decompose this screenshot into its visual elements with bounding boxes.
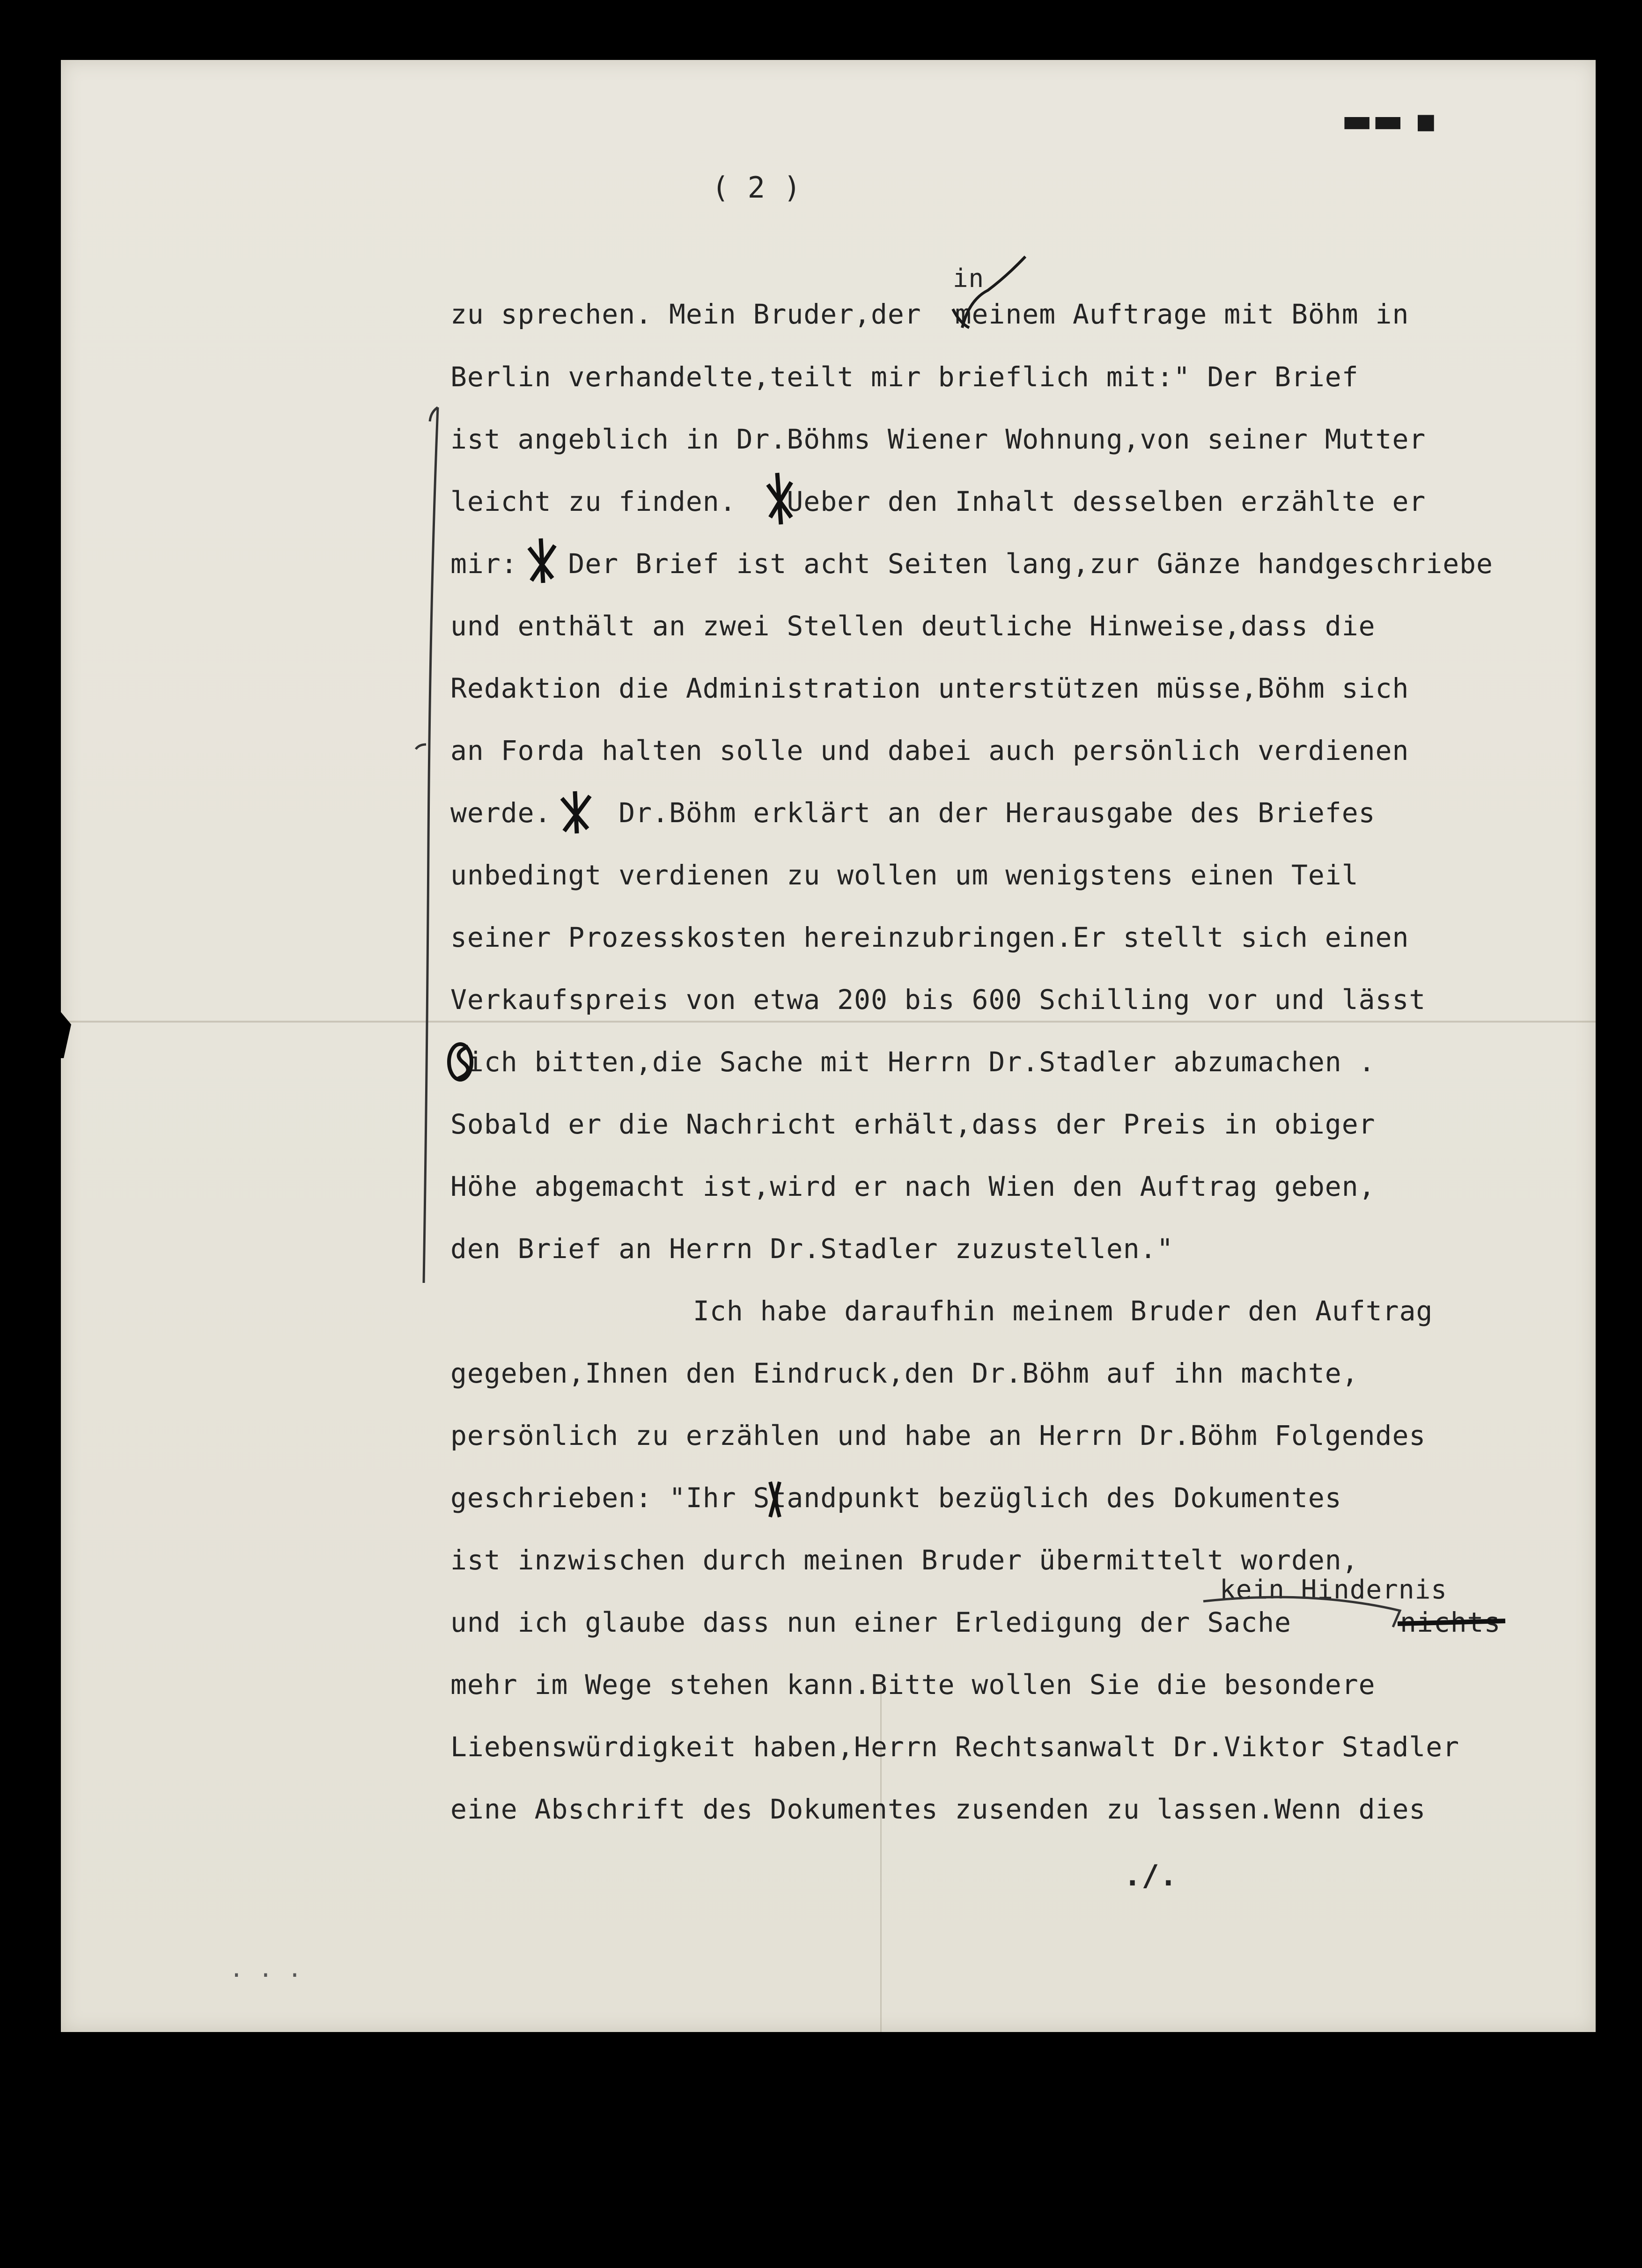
cross-mark-3 — [562, 791, 590, 833]
cross-mark-2 — [529, 538, 555, 583]
text-line-7: Redaktion die Administration unterstützen müsse,Böhm sich — [450, 672, 1409, 704]
cross-mark-1 — [768, 473, 791, 524]
text-line-17: Ich habe daraufhin meinem Bruder den Auftrag — [693, 1295, 1433, 1327]
text-line-4: leicht zu finden. Ueber den Inhalt desselben erzählte er — [450, 486, 1426, 517]
insertion-in: in — [953, 264, 985, 293]
text-line-22: und ich glaube dass nun einer Erledigung der Sache — [450, 1606, 1291, 1638]
kein-hindernis-caret — [1203, 1597, 1400, 1627]
page-number: ( 2 ) — [712, 170, 802, 205]
text-line-25: eine Abschrift des Dokumentes zusenden zu lassen.Wenn dies — [450, 1793, 1426, 1825]
margin-vertical-line — [424, 407, 438, 1283]
text-line-23: mehr im Wege stehen kann.Bitte wollen Sie die besondere — [450, 1669, 1376, 1701]
text-line-20: geschrieben: "Ihr Standpunkt bezüglich des Dokumentes — [450, 1482, 1342, 1514]
insertion-caret — [962, 257, 1025, 328]
nichts-strikethrough — [1398, 1621, 1505, 1624]
text-line-15: Höhe abgemacht ist,wird er nach Wien den Auftrag geben, — [450, 1171, 1376, 1202]
text-line-12: Verkaufspreis von etwa 200 bis 600 Schilling vor und lässt — [450, 984, 1426, 1016]
inserted-kein-hindernis: kein Hindernis — [1220, 1575, 1448, 1605]
standpunkt-correction — [770, 1482, 780, 1517]
continuation-mark: ./. — [1124, 1858, 1178, 1892]
text-line-11: seiner Prozesskosten hereinzubringen.Er stellt sich einen — [450, 921, 1409, 953]
text-line-5: mir: Der Brief ist acht Seiten lang,zur Gänze handgeschriebe — [450, 548, 1493, 580]
text-line-1: zu sprechen. Mein Bruder,der meinem Auftrage mit Böhm in — [450, 298, 1409, 330]
top-right-ink-mark: ▬▬ ▪ — [1341, 101, 1437, 140]
text-line-2: Berlin verhandelte,teilt mir brieflich mit:" Der Brief — [450, 361, 1359, 393]
bottom-left-dots: . . . — [229, 1955, 302, 1982]
text-line-13: ich bitten,die Sache mit Herrn Dr.Stadler abzumachen . — [450, 1046, 1376, 1078]
struck-word-nichts: nichts — [1400, 1606, 1501, 1638]
text-line-9: werde. Dr.Böhm erklärt an der Herausgabe des Briefes — [450, 797, 1376, 829]
text-line-14: Sobald er die Nachricht erhält,dass der Preis in obiger — [450, 1108, 1376, 1140]
s-correction-mark — [449, 1044, 471, 1080]
text-line-21: ist inzwischen durch meinen Bruder übermittelt worden, — [450, 1544, 1359, 1576]
text-line-8: an Forda halten solle und dabei auch persönlich verdienen — [450, 735, 1409, 766]
text-line-3: ist angeblich in Dr.Böhms Wiener Wohnung,von seiner Mutter — [450, 423, 1426, 455]
text-line-10: unbedingt verdienen zu wollen um wenigstens einen Teil — [450, 859, 1359, 891]
text-line-18: gegeben,Ihnen den Eindruck,den Dr.Böhm auf ihn machte, — [450, 1357, 1359, 1389]
margin-hook-mid — [416, 744, 426, 749]
text-line-19: persönlich zu erzählen und habe an Herrn Dr.Böhm Folgendes — [450, 1420, 1426, 1451]
text-line-24: Liebenswürdigkeit haben,Herrn Rechtsanwalt Dr.Viktor Stadler — [450, 1731, 1460, 1763]
text-line-16: den Brief an Herrn Dr.Stadler zuzustellen." — [450, 1233, 1174, 1265]
text-line-6: und enthält an zwei Stellen deutliche Hinweise,dass die — [450, 610, 1376, 642]
